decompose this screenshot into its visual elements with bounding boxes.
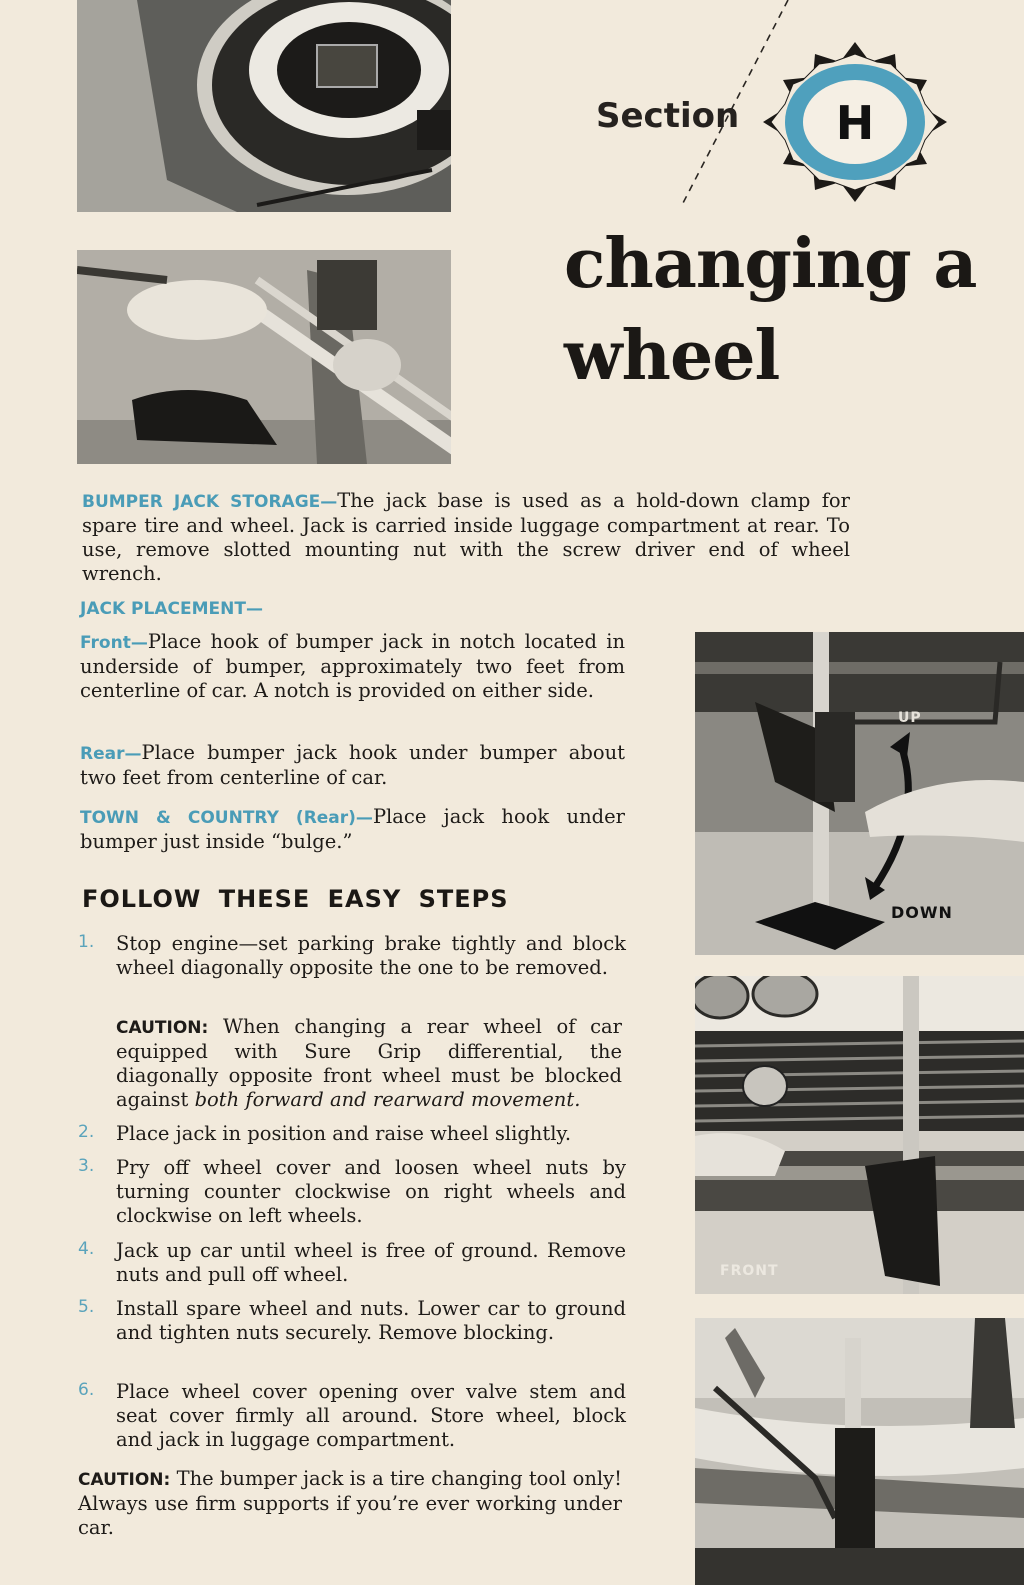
placement-front-paragraph [80,630,625,703]
placement-front-label: Front— [80,633,148,653]
photo-rear-bumper [695,1318,1024,1585]
caution-step-paragraph [116,1015,622,1112]
placement-tc-paragraph [80,805,625,854]
placement-heading: JACK PLACEMENT— [80,599,263,619]
photo-front-bumper [695,976,1024,1294]
step-text: Stop engine—set parking brake tightly and block wheel diagonally opposite the one to be removed. [116,932,626,979]
step-text: Pry off wheel cover and loosen wheel nuts by turning counter clockwise on right wheels and clockwise on left wheels. [116,1156,626,1227]
label-up: UP [898,710,922,726]
final-caution-paragraph [78,1467,622,1540]
step-number: 5. [78,1297,95,1317]
step-number: 2. [78,1122,95,1142]
caution-step-italic: both forward and rearward movement. [194,1088,581,1111]
step-6 [78,1380,626,1452]
placement-rear-label: Rear— [80,744,142,764]
placement-rear-paragraph [80,741,625,790]
placement-tc-text: Place jack hook under bumper just inside “bulge.” [80,805,625,853]
section-letter: H [835,96,875,150]
final-caution-label: CAUTION: [78,1470,171,1490]
label-front: FRONT [720,1263,779,1279]
step-number: 1. [78,932,95,952]
step-4 [78,1239,626,1287]
photo-spare-tire [77,0,451,212]
photo-jack-mount [77,250,451,464]
step-5 [78,1297,626,1369]
caution-step-text: When changing a rear wheel of car equipped with Sure Grip differential, the diagonally opposite front wheel must be blocked against [116,1015,622,1111]
step-number: 3. [78,1156,95,1176]
label-down: DOWN [891,903,953,922]
storage-text: The jack base is used as a hold-down clamp for spare tire and wheel. Jack is carried inside luggage compartment at rear. To use, remove slotted mounting nut with the screw driver end of wheel wrench. [82,489,850,585]
placement-front-text: Place hook of bumper jack in notch located in underside of bumper, approximately two feet from centerline of car. A notch is provided on either side. [80,630,625,702]
storage-label: BUMPER JACK STORAGE— [82,492,338,512]
placement-rear-text: Place bumper jack hook under bumper about two feet from centerline of car. [80,741,625,789]
section-word: Section [596,96,740,136]
title-line-1: changing a [564,224,977,304]
photo-jack-lever [695,632,1024,955]
final-caution-text: The bumper jack is a tire changing tool only! Always use firm supports if you’re ever working under car. [78,1467,622,1539]
storage-paragraph [82,489,850,586]
placement-tc-label: TOWN & COUNTRY (Rear)— [80,808,373,828]
step-text: Place wheel cover opening over valve stem and seat cover firmly all around. Store wheel, block and jack in luggage compartment. [116,1380,626,1451]
step-number: 4. [78,1239,95,1259]
caution-step-label: CAUTION: [116,1018,209,1038]
page-title [564,218,976,402]
title-line-2: wheel [564,316,780,396]
step-text: Jack up car until wheel is free of ground. Remove nuts and pull off wheel. [116,1239,626,1286]
step-number: 6. [78,1380,95,1400]
step-2 [78,1122,626,1148]
step-text: Install spare wheel and nuts. Lower car to ground and tighten nuts securely. Remove blocking. [116,1297,626,1344]
step-3 [78,1156,626,1228]
step-text: Place jack in position and raise wheel slightly. [116,1122,572,1145]
step-1 [78,932,626,1004]
steps-heading: FOLLOW THESE EASY STEPS [82,885,509,913]
